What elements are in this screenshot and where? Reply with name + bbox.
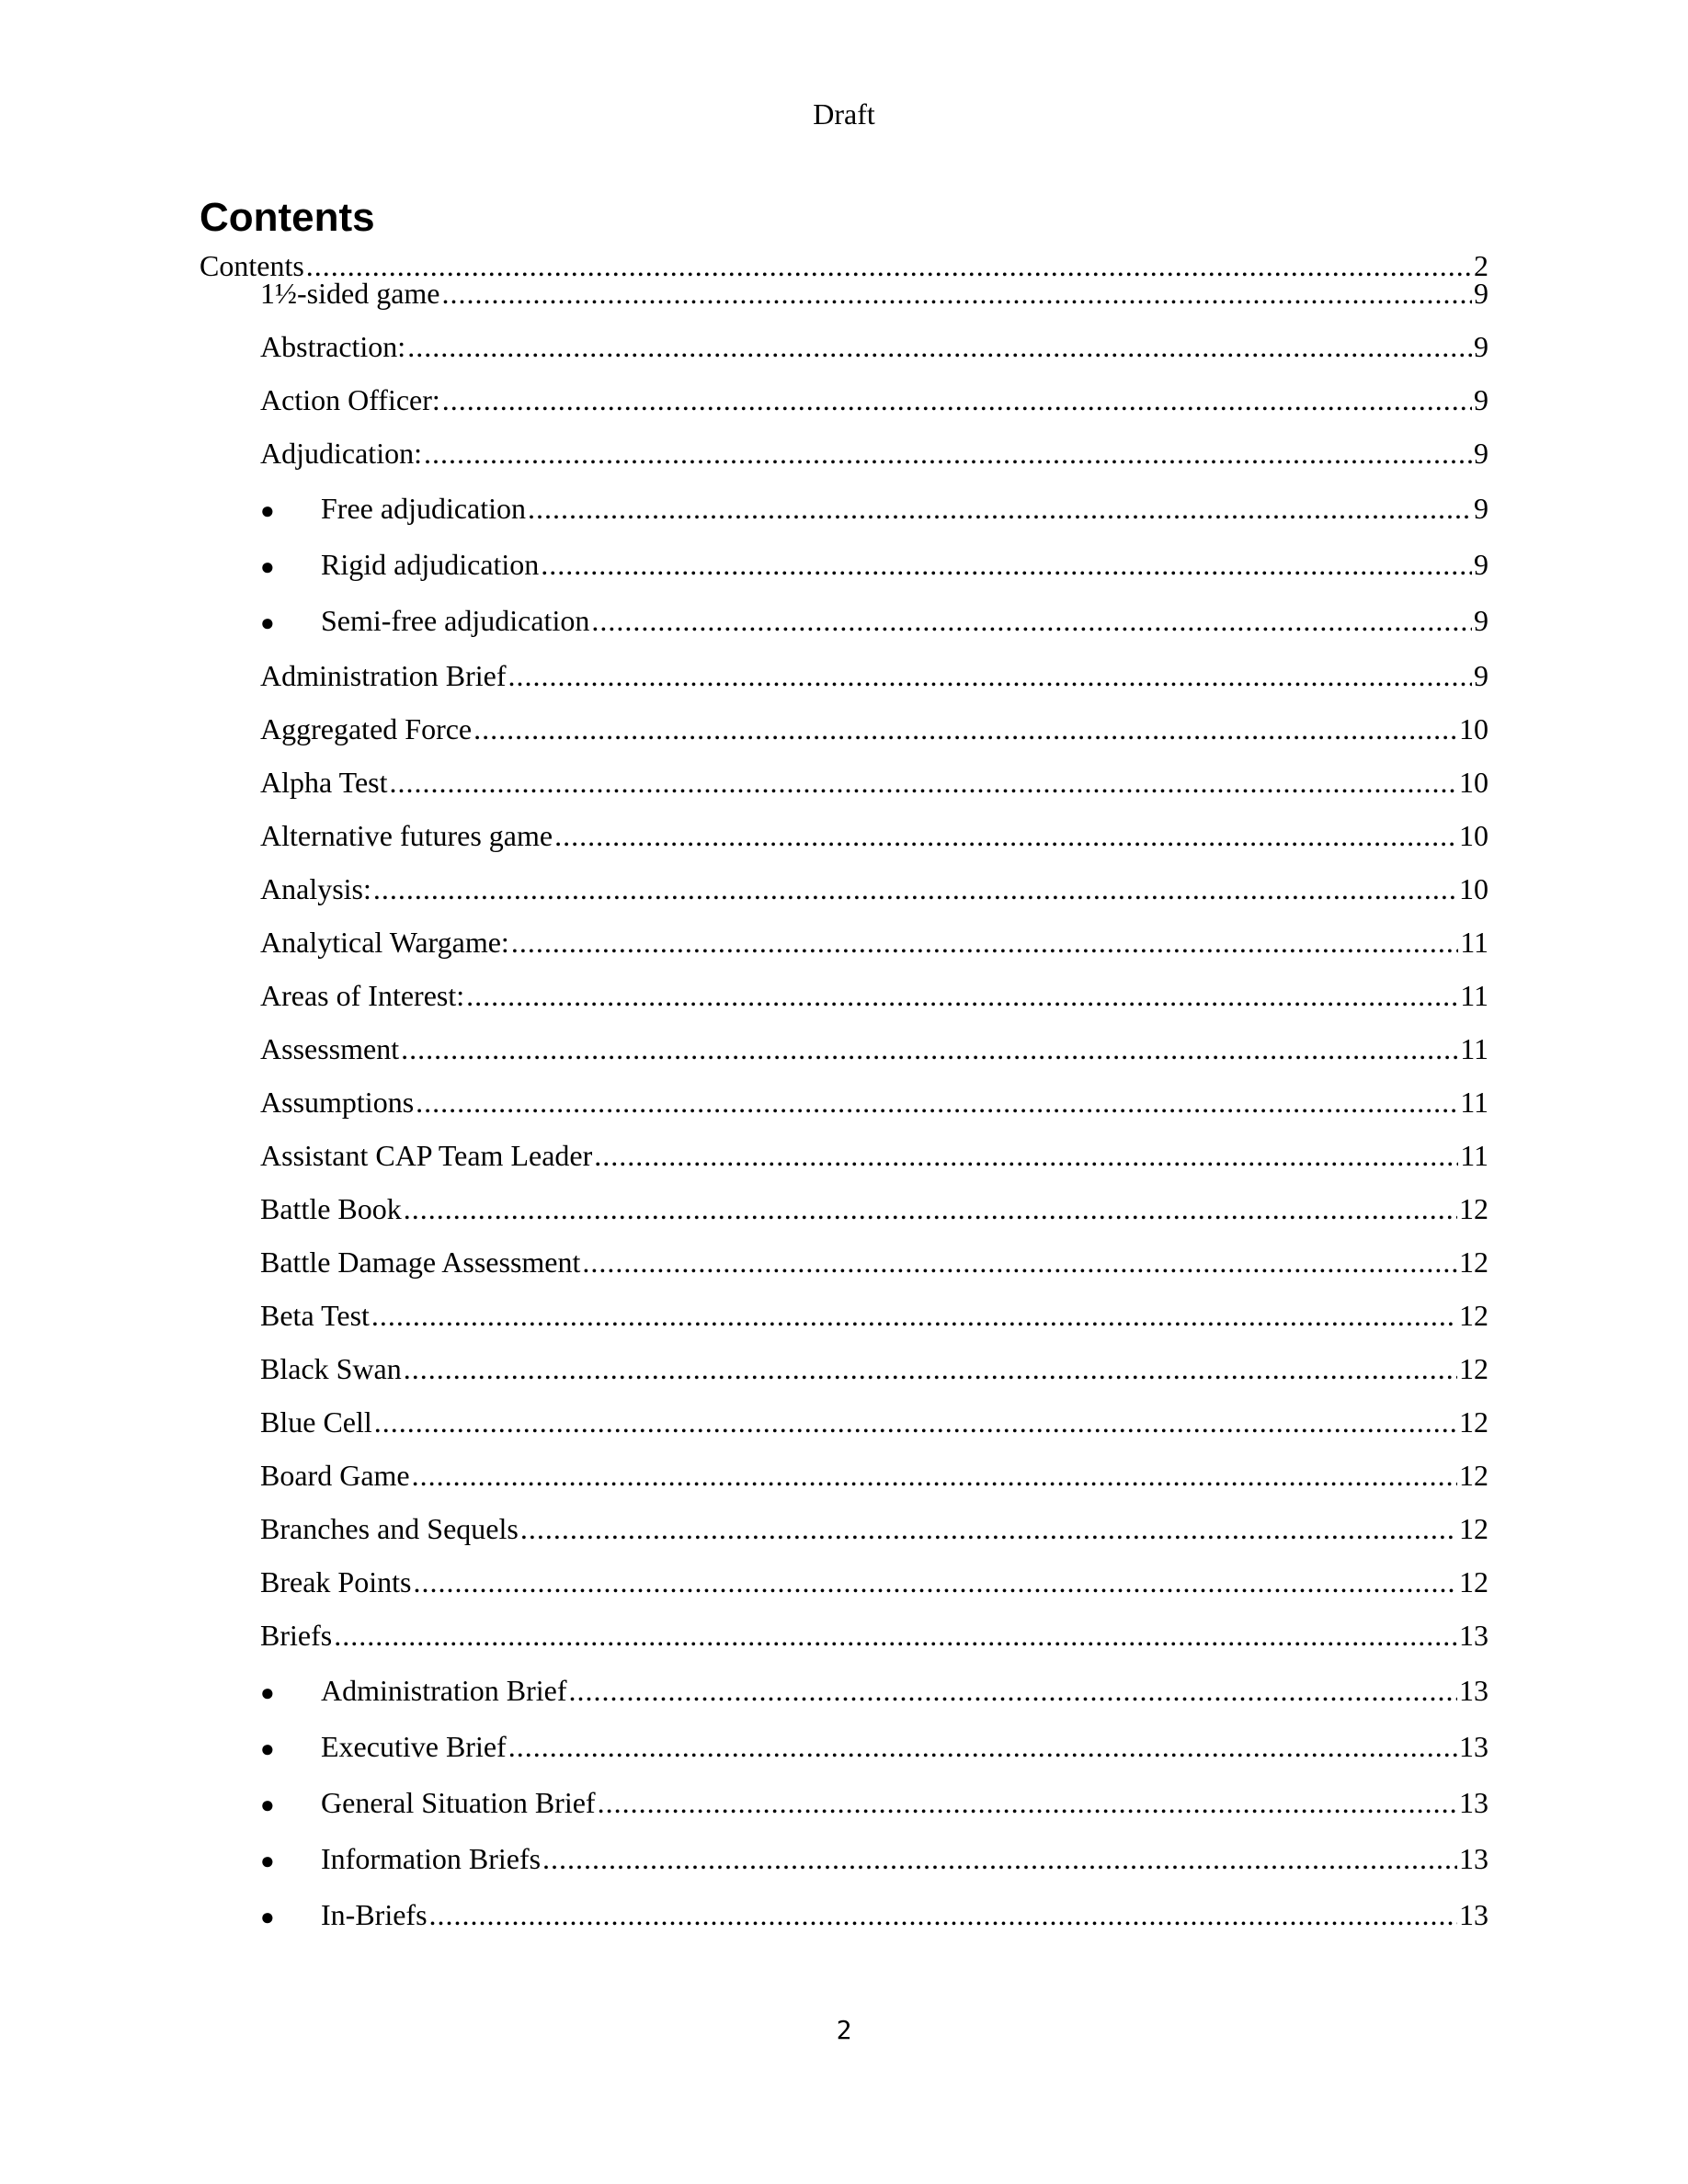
dot-leader — [412, 1456, 1457, 1495]
toc-entry-label: In-Briefs — [321, 1898, 428, 1931]
dot-leader — [374, 1403, 1457, 1441]
dot-leader — [407, 327, 1472, 366]
toc-heading: Contents — [200, 195, 375, 240]
toc-entry-label: Information Briefs — [321, 1842, 542, 1875]
toc-entry[interactable] — [260, 763, 1488, 802]
toc-entry-page-number: 12 — [1459, 1459, 1488, 1492]
toc-entry-page-number: 11 — [1460, 926, 1488, 959]
toc-entry-page-number: 10 — [1459, 819, 1488, 852]
toc-entry[interactable] — [260, 976, 1488, 1015]
toc-entry[interactable] — [260, 1671, 1488, 1710]
dot-leader — [404, 1189, 1457, 1228]
toc-entry-page-number: 10 — [1459, 766, 1488, 799]
dot-leader — [541, 545, 1472, 584]
toc-entry-page-number: 12 — [1459, 1565, 1488, 1598]
bullet-icon: ● — [260, 1904, 275, 1930]
dot-leader — [466, 976, 1458, 1015]
toc-entry[interactable] — [260, 434, 1488, 472]
dot-leader — [520, 1509, 1457, 1548]
toc-entry-page-number: 9 — [1474, 659, 1488, 692]
bullet-icon: ● — [260, 1848, 275, 1874]
toc-entry-label: Board Game — [260, 1459, 410, 1492]
toc-entry-page-number: 11 — [1460, 1032, 1488, 1065]
toc-entry-label: Abstraction: — [260, 330, 406, 363]
toc-entry-label: Executive Brief — [321, 1730, 507, 1763]
dot-leader — [554, 816, 1457, 855]
toc-entry[interactable] — [260, 923, 1488, 961]
toc-entry-label: Branches and Sequels — [260, 1512, 519, 1545]
dot-leader — [389, 763, 1457, 802]
dot-leader — [334, 1616, 1457, 1655]
dot-leader — [508, 1727, 1457, 1766]
toc-entry-label: Administration Brief — [321, 1674, 567, 1707]
toc-entry[interactable] — [260, 1509, 1488, 1548]
toc-entry[interactable] — [260, 870, 1488, 908]
toc-entry[interactable] — [260, 816, 1488, 855]
toc-entry-label: Beta Test — [260, 1299, 370, 1332]
toc-entry-page-number: 10 — [1459, 872, 1488, 905]
bullet-icon: ● — [260, 1679, 275, 1706]
toc-entry-page-number: 9 — [1474, 604, 1488, 637]
toc-entry-page-number: 13 — [1459, 1674, 1488, 1707]
dot-leader — [404, 1349, 1457, 1388]
toc-entry-label: Analysis: — [260, 872, 371, 905]
toc-entry-label: Assessment — [260, 1032, 400, 1065]
toc-entry[interactable] — [260, 1563, 1488, 1601]
toc-entry[interactable] — [260, 1029, 1488, 1068]
dot-leader — [401, 1029, 1458, 1068]
dot-leader — [594, 1136, 1458, 1175]
toc-entry-label: Break Points — [260, 1565, 412, 1598]
toc-entry-label: Assistant CAP Team Leader — [260, 1139, 593, 1172]
toc-entry[interactable] — [260, 545, 1488, 584]
bullet-icon: ● — [260, 497, 275, 524]
toc-entry-page-number: 9 — [1474, 437, 1488, 470]
toc-entry[interactable] — [260, 656, 1488, 695]
toc-entry[interactable] — [260, 489, 1488, 528]
page-header: Draft — [813, 97, 875, 131]
toc-entry-label: Blue Cell — [260, 1405, 372, 1439]
toc-entry[interactable] — [260, 381, 1488, 419]
toc-entry-page-number: 9 — [1474, 383, 1488, 416]
toc-entry[interactable] — [260, 1895, 1488, 1934]
toc-entry-label: Battle Book — [260, 1192, 402, 1225]
toc-entry[interactable] — [260, 1403, 1488, 1441]
toc-entry-label: Analytical Wargame: — [260, 926, 509, 959]
toc-entry[interactable] — [260, 1189, 1488, 1228]
toc-entry-page-number: 13 — [1459, 1842, 1488, 1875]
bullet-icon: ● — [260, 609, 275, 636]
toc-entry-page-number: 12 — [1459, 1405, 1488, 1439]
toc-entry-label: Alternative futures game — [260, 819, 553, 852]
toc-entry-label: General Situation Brief — [321, 1786, 596, 1819]
toc-entry[interactable] — [260, 274, 1488, 313]
toc-entry-page-number: 12 — [1459, 1192, 1488, 1225]
toc-entry-page-number: 2 — [1474, 249, 1488, 282]
toc-entry-page-number: 9 — [1474, 277, 1488, 310]
toc-entry-label: Aggregated Force — [260, 712, 473, 745]
dot-leader — [413, 1563, 1457, 1601]
bullet-icon: ● — [260, 553, 275, 580]
toc-entry-page-number: 13 — [1459, 1619, 1488, 1652]
toc-entry[interactable] — [260, 1136, 1488, 1175]
toc-entry-page-number: 11 — [1460, 1086, 1488, 1119]
dot-leader — [582, 1243, 1457, 1281]
toc-entry[interactable] — [260, 1783, 1488, 1822]
dot-leader — [528, 489, 1472, 528]
toc-entry-page-number: 9 — [1474, 330, 1488, 363]
toc-entry-page-number: 11 — [1460, 979, 1488, 1012]
dot-leader — [473, 710, 1457, 748]
toc-entry[interactable] — [260, 1727, 1488, 1766]
dot-leader — [591, 601, 1472, 640]
bullet-icon: ● — [260, 1735, 275, 1762]
dot-leader — [508, 656, 1472, 695]
toc-entry[interactable] — [260, 1349, 1488, 1388]
toc-entry-label: Administration Brief — [260, 659, 507, 692]
toc-entry[interactable] — [260, 1456, 1488, 1495]
toc-entry[interactable] — [260, 327, 1488, 366]
dot-leader — [424, 434, 1472, 472]
toc-entry[interactable] — [260, 601, 1488, 640]
toc-entry[interactable] — [260, 1083, 1488, 1121]
toc-entry-page-number: 9 — [1474, 548, 1488, 581]
dot-leader — [429, 1895, 1457, 1934]
toc-entry[interactable] — [260, 1243, 1488, 1281]
toc-entry-label: Semi-free adjudication — [321, 604, 590, 637]
toc-entry-page-number: 10 — [1459, 712, 1488, 745]
toc-entry[interactable] — [260, 710, 1488, 748]
dot-leader — [416, 1083, 1458, 1121]
toc-entry-page-number: 12 — [1459, 1246, 1488, 1279]
dot-leader — [598, 1783, 1457, 1822]
toc-entry-page-number: 9 — [1474, 492, 1488, 525]
toc-entry[interactable] — [260, 1616, 1488, 1655]
toc-entry-label: Briefs — [260, 1619, 333, 1652]
dot-leader — [542, 1839, 1457, 1878]
dot-leader — [442, 381, 1472, 419]
toc-entry-label: Alpha Test — [260, 766, 388, 799]
dot-leader — [511, 923, 1458, 961]
toc-entry-page-number: 13 — [1459, 1730, 1488, 1763]
toc-entry-label: Black Swan — [260, 1352, 402, 1385]
dot-leader — [373, 870, 1457, 908]
toc-entry-label: Areas of Interest: — [260, 979, 465, 1012]
toc-entry[interactable] — [260, 1296, 1488, 1335]
toc-entry-label: Action Officer: — [260, 383, 440, 416]
toc-entry[interactable] — [260, 1839, 1488, 1878]
toc-entry-label: Adjudication: — [260, 437, 422, 470]
toc-entry-label: Rigid adjudication — [321, 548, 540, 581]
toc-entry-page-number: 13 — [1459, 1786, 1488, 1819]
toc-entry-page-number: 12 — [1459, 1299, 1488, 1332]
toc-entry-page-number: 13 — [1459, 1898, 1488, 1931]
dot-leader — [442, 274, 1473, 313]
toc-entry-page-number: 11 — [1460, 1139, 1488, 1172]
dot-leader — [371, 1296, 1457, 1335]
bullet-icon: ● — [260, 1792, 275, 1818]
page-number: 2 — [836, 2015, 852, 2045]
toc-entry-label: Free adjudication — [321, 492, 527, 525]
dot-leader — [569, 1671, 1457, 1710]
toc-entry-label: Contents — [200, 249, 304, 282]
toc-entry-label: 1½-sided game — [260, 277, 440, 310]
toc-entry-page-number: 12 — [1459, 1512, 1488, 1545]
toc-entry-label: Battle Damage Assessment — [260, 1246, 581, 1279]
toc-entry-page-number: 12 — [1459, 1352, 1488, 1385]
toc-entry-label: Assumptions — [260, 1086, 415, 1119]
